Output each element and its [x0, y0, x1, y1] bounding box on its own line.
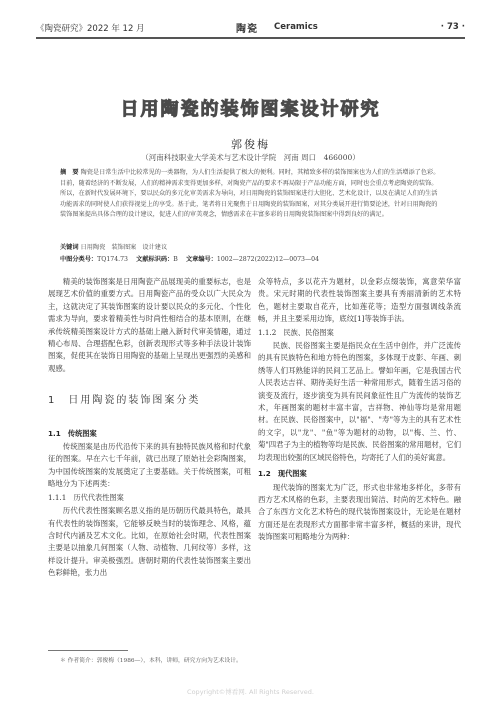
- doc-code-label: 文献标识码：: [136, 256, 174, 263]
- doc-code-value: B: [173, 256, 178, 263]
- page-number: · 73 ·: [440, 22, 465, 32]
- article-title: 日用陶瓷的装饰图案设计研究: [120, 99, 381, 120]
- clc-label: 中图分类号：: [60, 256, 98, 263]
- continued-paragraph: 众等特点，多以花卉为题材，以金彩点缀装饰，寓意荣华富贵。宋元时期的代表性装饰图案主要具有秀丽清新的艺术特色，题材主要取自花卉，比如莲花等；造型方面强调线条流畅，并且主要采用边饰，底纹[1]等装饰手法。: [258, 277, 461, 324]
- journal-name: 陶瓷: [236, 24, 258, 35]
- author-footnote: ＊ 作者简介：郭俊梅（1986—），本科，讲师，研究方向为艺术设计。: [60, 658, 242, 664]
- abstract: [60, 168, 441, 221]
- author-affiliation: （河南科技职业大学美术与艺术设计学院 河南 周口 466000）: [141, 153, 360, 162]
- footnote-rule: [48, 650, 128, 651]
- section-1-1-paragraph: 传统图案是由历代沿传下来的具有独特民族风格和时代象征的图案。早在六七千年前，就已出现了原始社会彩陶图案，为中国传统图案的发展奠定了主要基础。关于传统图案，可粗略地分为下述两类：: [48, 442, 251, 489]
- section-1-2-paragraph: 现代装饰的图案尤为广泛，形式也非常地多样化，多带有西方艺术风格的色彩，主要表现出简洁、时尚的艺术特色。融合了东西方文化艺术特色的现代装饰图案设计，无论是在题材方面还是在表现形式方面都非常丰富多样，概括的来讲，现代装饰图案可粗略地分为两种：: [258, 482, 461, 542]
- header-rule: [36, 37, 465, 39]
- keywords: [60, 242, 167, 251]
- right-column: [258, 276, 461, 544]
- classification-line: [60, 254, 319, 263]
- section-1-1-2-heading: 1.1.2 民族、民俗图案: [258, 327, 334, 337]
- section-1-2-heading: 1.2 现代图案: [258, 469, 307, 479]
- abstract-label: 摘 要: [60, 169, 79, 176]
- intro-paragraph: 精美的装饰图案是日用陶瓷产品展现美的重要标志，也是展现艺术价值的重要方式。日用陶瓷产品的受众以广大民众为主，这就决定了其装饰图案的设计要以民众的多元化、个性化需求为导向，要求着精美性与时尚性相结合的基本原则，在继承传统精美图案设计方式的基础上融入新时代审美情趣，通过精心布局、合理搭配色彩，创新表现形式等多种手法设计装饰图案，促使其在装饰日用陶瓷的基础上呈现出更强烈的美感和观感。: [48, 277, 251, 373]
- journal-issue: 《陶瓷研究》2022 年 12 月: [36, 24, 145, 34]
- running-header: [36, 20, 465, 36]
- abstract-text: 陶瓷是日常生活中比较常见的一类器物，为人们生活提供了极大的便利。同时，其精致多样的装饰图案也为人们的生活增添了色彩。目前，随着经济的不断发展，人们的精神需求变得更加多样，对陶瓷产品的要求不再局限于产品功能方面，同时也会重点考虑陶瓷的装饰。所以，在新时代发展环境下，要以民众的多元化审美需求为导向，对日用陶瓷的装饰图案进行大胆化、艺术化设计，以及在满足人们的生活功能需求的同时使人们获得视觉上的享受。基于此，笔者将日光聚焦于日用陶瓷的装饰图案，对其分类展开进行简要论述，针对日用陶瓷的装饰图案提出具体合理的设计建议，促进人们的审美观念，情感需求在丰富多彩的日用陶瓷装饰图案中得到良好的满足。: [60, 169, 440, 218]
- keywords-label: 关键词: [60, 244, 79, 251]
- left-column: [48, 276, 251, 580]
- section-1-heading: 1 日用陶瓷的装饰图案分类: [48, 395, 201, 407]
- section-1-1-2-paragraph: 民族、民俗图案主要是指民众在生活中创作，并广泛流传的具有民族特色和地方特色的图案，多体现于皮影、年画、刺绣等人们耳熟能详的民间工艺品上。譬如年画，它是我国古代人民表达吉祥、期待美好生活一种常用形式，随着生活习俗的演变及流行，逐步演变为具有民间象征性且广为流传的装饰艺术，年画图案的题材丰富丰富，吉祥物、神仙等均是常用题材。在民族、民俗图案中，以"福"、"寿"等为主的具有艺术性的文字，以"龙"、"鱼"等为题材的动物，以"梅、兰、竹、菊"四君子为主的植物等均是民族、民俗图案的常用题材，它们均表现出较强的区域民俗特色，均寄托了人们的美好寓意。: [258, 341, 461, 462]
- keywords-text: 日用陶瓷 装饰图案 设计建议: [80, 244, 168, 251]
- clc-value: TQ174.73: [97, 256, 128, 263]
- author-name: 郭俊梅: [231, 138, 270, 151]
- article-no-label: 文章编号：: [185, 256, 217, 263]
- article-no-value: 1002—2872(2022)12—0073—04: [216, 256, 320, 263]
- section-1-1-1-paragraph: 历代代表性图案顾名思义指的是历朝历代最具特色，最具有代表性的装饰图案，它能够反映当时的装饰理念、风格，蕴含时代内涵及艺术文化。比如，在原始社会时期，代表性图案主要是以抽象几何图案（人物、动植物、几何纹等）多样，这样设计提升。审美极强烈。唐朝时期的代表性装饰图案主要出色彩鲜艳，张力出: [48, 506, 251, 578]
- journal-name-en: Ceramics: [274, 22, 318, 32]
- section-1-1-heading: 1.1 传统图案: [48, 428, 97, 438]
- section-1-1-1-heading: 1.1.1 历代代表性图案: [48, 492, 124, 502]
- copyright-watermark: Copyright©博看网. All Rights Reserved.: [187, 688, 314, 696]
